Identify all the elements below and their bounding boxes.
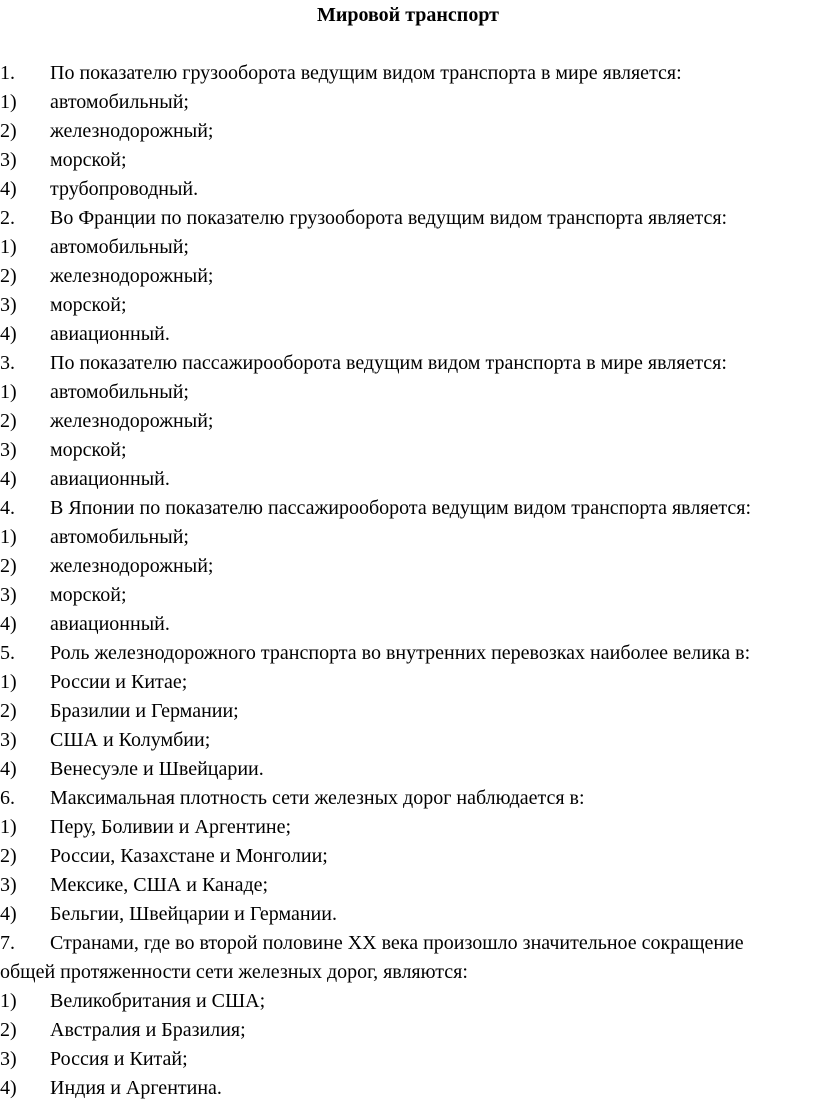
option-5-2: [0, 697, 816, 726]
question-number: 6.: [0, 787, 15, 809]
option-text: авиационный.: [50, 323, 170, 345]
page-title: Мировой транспорт: [316, 4, 499, 26]
option-5-1: [0, 668, 816, 697]
question-3: [0, 349, 816, 378]
option-number: 4): [0, 468, 17, 490]
option-2-2: [0, 262, 816, 291]
question-text: Во Франции по показателю грузооборота ведущим видом транспорта является:: [50, 207, 728, 229]
option-number: 3): [0, 294, 17, 316]
question-number: 3.: [0, 352, 15, 374]
option-6-2: [0, 842, 816, 871]
option-text: России и Китае;: [50, 671, 188, 693]
option-text: железнодорожный;: [50, 120, 214, 142]
option-number: 1): [0, 990, 17, 1012]
question-text: Максимальная плотность сети железных дорог наблюдается в:: [50, 787, 585, 809]
option-text: железнодорожный;: [50, 265, 214, 287]
option-text: Бельгии, Швейцарии и Германии.: [50, 903, 337, 925]
option-number: 4): [0, 613, 17, 635]
option-text: трубопроводный.: [50, 178, 199, 200]
option-3-2: [0, 407, 816, 436]
option-1-3: [0, 146, 816, 175]
option-number: 1): [0, 816, 17, 838]
option-1-1: [0, 88, 816, 117]
option-1-2: [0, 117, 816, 146]
option-number: 4): [0, 1077, 17, 1099]
option-text: авиационный.: [50, 613, 170, 635]
option-4-3: [0, 581, 816, 610]
option-number: 4): [0, 758, 17, 780]
option-7-2: [0, 1016, 816, 1045]
option-text: Россия и Китай;: [50, 1048, 188, 1070]
option-number: 4): [0, 903, 17, 925]
option-7-3: [0, 1045, 816, 1074]
option-number: 1): [0, 236, 17, 258]
question-text: В Японии по показателю пассажирооборота ведущим видом транспорта является:: [50, 497, 752, 519]
option-number: 2): [0, 265, 17, 287]
option-number: 3): [0, 1048, 17, 1070]
option-2-3: [0, 291, 816, 320]
option-text: морской;: [50, 439, 127, 461]
option-text: автомобильный;: [50, 91, 189, 113]
option-2-4: [0, 320, 816, 349]
option-text: Венесуэле и Швейцарии.: [50, 758, 264, 780]
option-text: Индия и Аргентина.: [50, 1077, 222, 1099]
option-5-4: [0, 755, 816, 784]
option-text: железнодорожный;: [50, 410, 214, 432]
option-number: 2): [0, 845, 17, 867]
option-3-1: [0, 378, 816, 407]
option-text: морской;: [50, 294, 127, 316]
option-number: 2): [0, 410, 17, 432]
option-6-4: [0, 900, 816, 929]
option-5-3: [0, 726, 816, 755]
option-number: 2): [0, 555, 17, 577]
option-number: 4): [0, 178, 17, 200]
option-6-1: [0, 813, 816, 842]
option-text: Мексике, США и Канаде;: [50, 874, 269, 896]
option-text: автомобильный;: [50, 381, 189, 403]
option-text: Австралия и Бразилия;: [50, 1019, 246, 1041]
question-list: [0, 59, 816, 1103]
question-7-continuation: [0, 958, 816, 987]
option-number: 1): [0, 526, 17, 548]
option-text: Великобритания и США;: [50, 990, 266, 1012]
option-text: железнодорожный;: [50, 555, 214, 577]
option-number: 2): [0, 1019, 17, 1041]
option-number: 3): [0, 874, 17, 896]
question-7: [0, 929, 816, 958]
question-number: 2.: [0, 207, 15, 229]
option-number: 1): [0, 91, 17, 113]
option-text: морской;: [50, 584, 127, 606]
question-text: Роль железнодорожного транспорта во внутренних перевозках наиболее велика в:: [50, 642, 751, 664]
option-text: автомобильный;: [50, 236, 189, 258]
option-4-2: [0, 552, 816, 581]
option-7-1: [0, 987, 816, 1016]
option-2-1: [0, 233, 816, 262]
question-4: [0, 494, 816, 523]
option-text: США и Колумбии;: [50, 729, 211, 751]
option-number: 3): [0, 729, 17, 751]
option-4-4: [0, 610, 816, 639]
option-number: 3): [0, 439, 17, 461]
question-2: [0, 204, 816, 233]
question-5: [0, 639, 816, 668]
option-3-4: [0, 465, 816, 494]
question-number: 1.: [0, 62, 15, 84]
option-number: 3): [0, 584, 17, 606]
question-text: По показателю грузооборота ведущим видом транспорта в мире является:: [50, 62, 682, 84]
question-text: Странами, где во второй половине XX века произошло значительное сокращение: [50, 932, 744, 954]
option-number: 1): [0, 671, 17, 693]
option-text: России, Казахстане и Монголии;: [50, 845, 328, 867]
option-1-4: [0, 175, 816, 204]
question-text-continuation: общей протяженности сети железных дорог, являются:: [0, 961, 468, 983]
option-3-3: [0, 436, 816, 465]
question-number: 7.: [0, 932, 15, 954]
option-number: 1): [0, 381, 17, 403]
option-text: Перу, Боливии и Аргентине;: [50, 816, 292, 838]
question-1: [0, 59, 816, 88]
question-6: [0, 784, 816, 813]
option-number: 3): [0, 149, 17, 171]
option-text: автомобильный;: [50, 526, 189, 548]
option-number: 4): [0, 323, 17, 345]
option-number: 2): [0, 700, 17, 722]
option-6-3: [0, 871, 816, 900]
option-number: 2): [0, 120, 17, 142]
question-number: 4.: [0, 497, 15, 519]
option-4-1: [0, 523, 816, 552]
question-number: 5.: [0, 642, 15, 664]
question-text: По показателю пассажирооборота ведущим видом транспорта в мире является:: [50, 352, 727, 374]
option-text: Бразилии и Германии;: [50, 700, 239, 722]
option-text: морской;: [50, 149, 127, 171]
option-text: авиационный.: [50, 468, 170, 490]
